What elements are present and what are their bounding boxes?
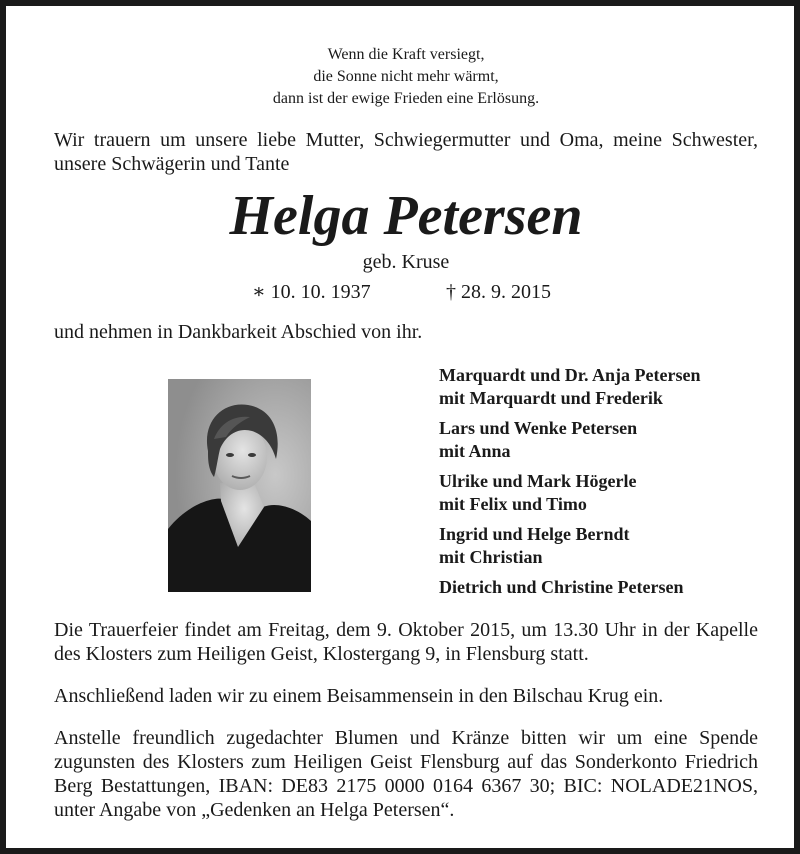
funeral-info: Die Trauerfeier findet am Freitag, dem 9. Oktober 2015, um 13.30 Uhr in der Kapelle des Klosters zum Heiligen Geist, Klostergang 9, in Flensburg statt. [54,619,758,665]
mourner-group [439,576,779,599]
donation-info: Anstelle freundlich zugedachter Blumen und Kränze bitten wir um eine Spende zugunsten des Klosters zum Heiligen Geist Flensburg auf das Sonderkonto Friedrich Berg Bestattungen, IBAN: DE83 2175 0000 0164 6367 30; BIC: NOLADE21NOS, unter Angabe von „Gedenken an Helga Petersen“. [54,727,758,821]
poem-line: die Sonne nicht mehr wärmt, [313,68,499,85]
farewell-text: und nehmen in Dankbarkeit Abschied von ihr. [54,321,423,343]
poem-line: dann ist der ewige Frieden eine Erlösung. [272,90,540,107]
mourner-line: mit Christian [439,546,543,567]
mourner-group [439,470,779,515]
mourner-line: Ingrid und Helge Berndt [439,524,630,544]
poem-line: Wenn die Kraft versiegt, [327,46,485,63]
poem [6,44,800,110]
death-date: † 28. 9. 2015 [446,281,551,303]
birth-date: ∗ 10. 10. 1937 [252,281,371,303]
mourner-group [439,417,779,462]
mourner-group [439,523,779,568]
mourner-line: Lars und Wenke Petersen [439,418,638,438]
mourner-line: mit Marquardt und Frederik [439,387,663,408]
maiden-name: geb. Kruse [362,251,450,273]
mourners-list [439,364,779,607]
mourner-line: Dietrich und Christine Petersen [439,577,684,597]
gathering-info: Anschließend laden wir zu einem Beisammensein in den Bilschau Krug ein. [54,685,664,707]
mourner-group [439,364,779,409]
mourner-line: mit Felix und Timo [439,493,587,514]
deceased-name: Helga Petersen [229,185,583,247]
intro-text: Wir trauern um unsere liebe Mutter, Schwiegermutter und Oma, meine Schwester, unsere Schwägerin und Tante [54,129,758,175]
portrait-photo [168,379,311,592]
mourner-line: Marquardt und Dr. Anja Petersen [439,365,701,385]
mourner-line: mit Anna [439,440,511,461]
mourner-line: Ulrike und Mark Högerle [439,471,637,491]
